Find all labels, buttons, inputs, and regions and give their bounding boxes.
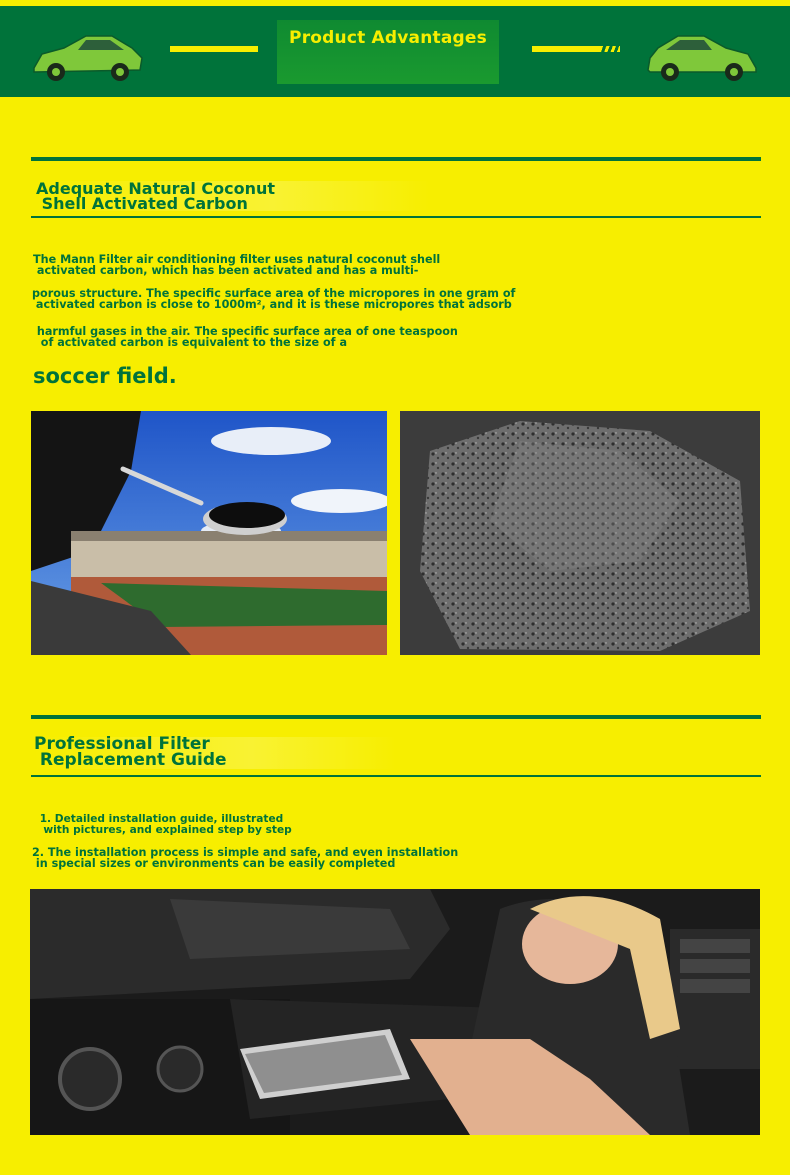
section1-top-rule (31, 157, 761, 161)
section1-title-line1: Adequate Natural Coconut (36, 179, 276, 198)
section2-title-line2: Replacement Guide (34, 749, 227, 770)
activated-carbon-micrograph (400, 411, 760, 655)
section2-bottom-rule (31, 775, 761, 777)
section1-paragraph-1: The Mann Filter air conditioning filter uses natural coconut shell activated carbon, which has been activated and has a multi- (33, 253, 441, 277)
section1-title-line2: Shell Activated Carbon (36, 194, 248, 213)
banner-stripes-right (600, 46, 620, 52)
guide-item-2: 2. The installation process is simple and safe, and even installation in special sizes or environments can be easily completed (32, 846, 459, 870)
section1-paragraph-3: harmful gases in the air. The specific surface area of one teaspoon of activated carbon is equivalent to the size of a (33, 325, 458, 349)
section2-title (34, 734, 396, 770)
race-car-icon (28, 24, 146, 86)
stadium-spoon-photo (31, 411, 387, 655)
banner-title: Product Advantages (277, 20, 499, 84)
guide-item-1: 1. Detailed installation guide, illustrated with pictures, and explained step by step (36, 813, 292, 836)
section2-top-rule (31, 715, 761, 719)
section1-title (36, 181, 430, 211)
section1-bottom-rule (31, 216, 761, 218)
filter-installation-photo (30, 889, 760, 1135)
section1-paragraph-2: porous structure. The specific surface area of the micropores in one gram of activated carbon is close to 1000m², and it is these micropores that adsorb (32, 287, 516, 311)
race-car-icon (644, 24, 762, 86)
section2-title-line1: Professional Filter (34, 734, 210, 754)
soccer-field-emphasis: soccer field. (33, 364, 177, 388)
banner-line-left (170, 46, 258, 52)
